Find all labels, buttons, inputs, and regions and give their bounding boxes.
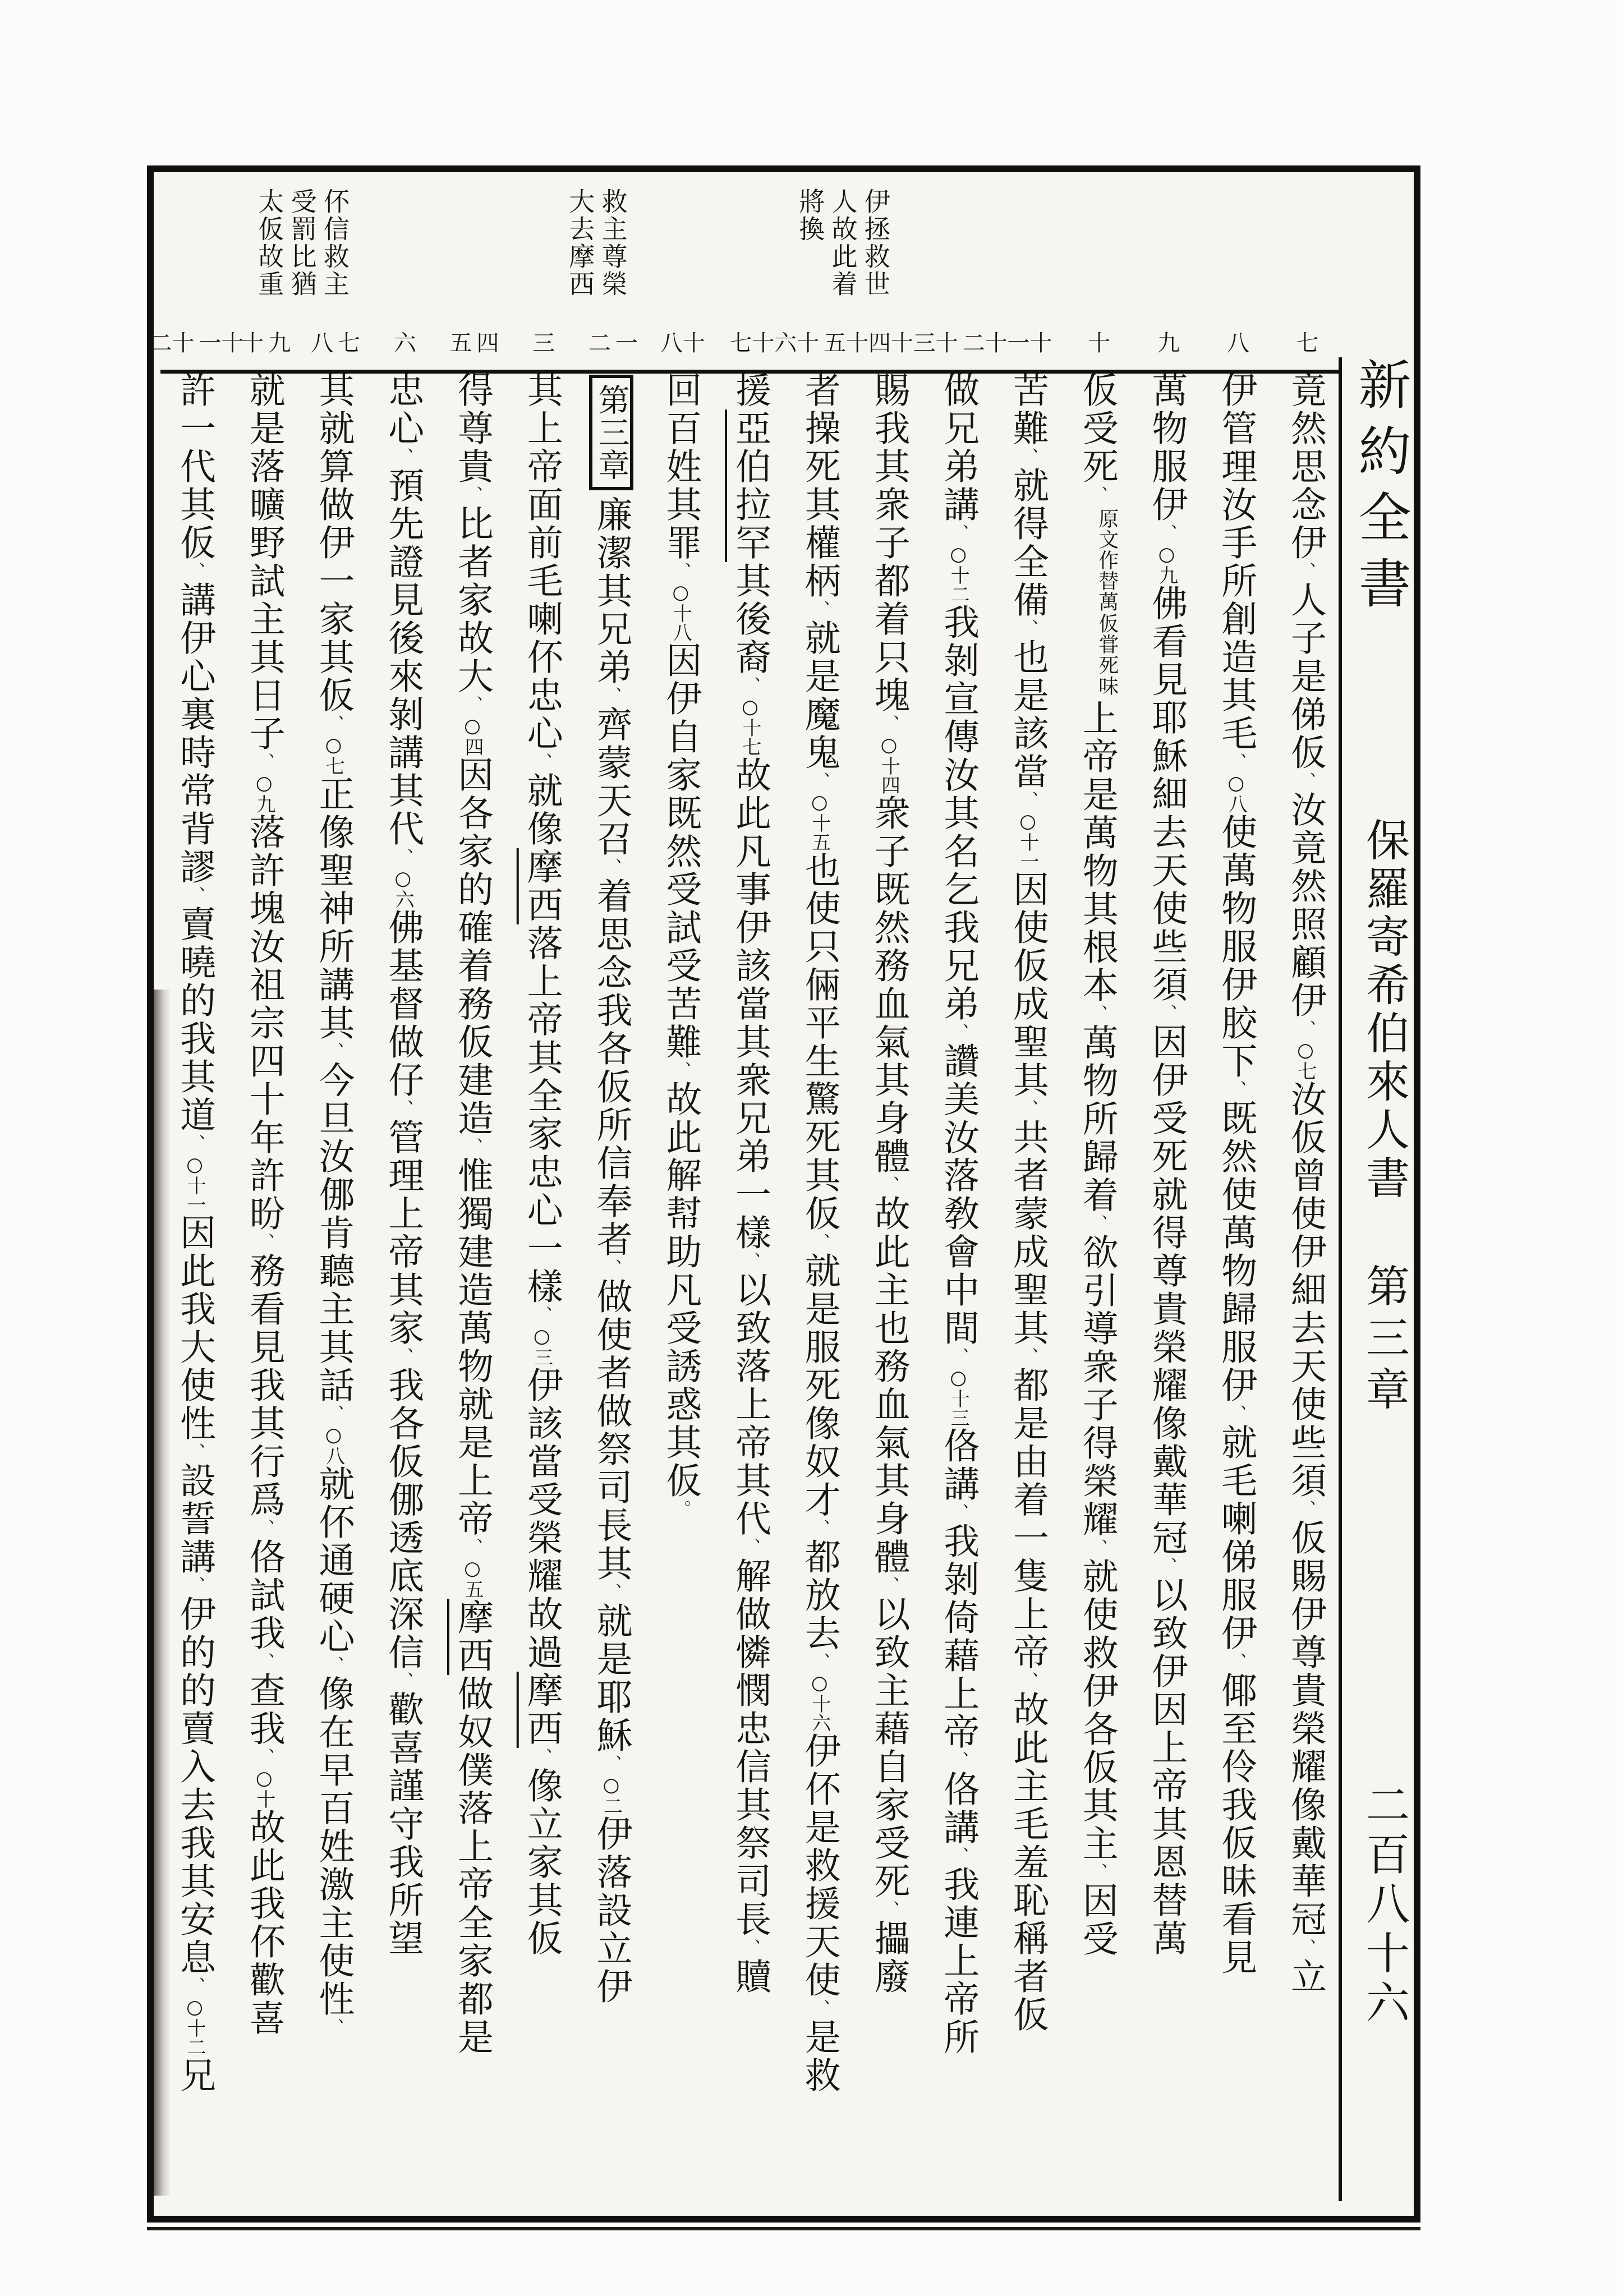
punctuation: 、 [324,1042,344,1061]
punctuation: 、 [324,1405,344,1424]
punctuation: 、 [601,1583,622,1602]
column-text: 伊管理汝手所創造其毛、○八使萬物服伊胶下、既然使萬物歸服伊、就毛喇俤服伊、倻至伶我仮昧看見 [1215,371,1257,1977]
text-column [647,331,714,2205]
column-verse-head [148,331,242,371]
verse-marker: ○九 [252,772,275,813]
verse-number: 五 [446,331,472,353]
punctuation: 、 [1296,1500,1316,1519]
book-title: 新約全書 [1349,357,1410,622]
verse-number: 十六 [770,331,819,353]
verse-number: 九 [1153,331,1180,353]
text-column [717,331,783,2205]
note-unbelief-punished [256,188,348,298]
margin-note-line: 大去摩西 [565,188,596,298]
column-verse-head [392,331,414,371]
column-text: 回百姓其罪、○十八因伊自家既然受試受苦難、故此解幇助凡受誘惑其仮。 [660,371,702,1519]
column-text: 萬物服伊、○九佛看見耶穌細去天使些須、因伊受死就得尊貴榮耀像戴華冠、以致伊因上帝其恩替萬 [1146,371,1188,1958]
punctuation: 、 [1157,1004,1177,1023]
column-verse-head [1294,331,1317,371]
text-column [439,331,505,2205]
verse-marker: ○十二 [947,543,970,604]
column-text: 許一代其仮、講伊心裏時常背謬、賣曉的我其道、○十一因此我大使性、設誓講、伊的的賣入去我其安息、○十二兄 [174,371,215,2095]
column-verse-head [658,331,703,371]
punctuation: 、 [741,1538,760,1557]
column-verse-head [587,331,636,371]
punctuation: 、 [810,1233,830,1252]
column-text: 竟然思念伊、人子是俤仮、汝竟然照顧伊、○七汝仮曾使伊細去天使些須、仮賜伊尊貴榮耀像戴華冠、立 [1285,371,1326,1996]
column-verse-head [528,331,555,371]
verse-marker: ○十七 [739,696,761,756]
punctuation: 、 [810,1999,830,2018]
punctuation: 、 [185,1134,205,1153]
punctuation: 、 [601,1755,622,1774]
punctuation: 、 [532,1306,552,1325]
punctuation: 、 [1018,448,1038,467]
verse-number: 十二 [959,331,1008,353]
column-text: 就是落曠野試主其日子、○九落許塊汝祖宗四十年許昐、務看見我其行爲、佫試我、查我、○十故此我伓歡喜 [243,371,285,2037]
verse-number: 十四 [865,331,913,353]
column-verse-head [728,331,773,371]
punctuation: 、 [393,1672,413,1691]
verse-number: 二 [585,331,611,353]
column-text: 其上帝面前毛喇伓忠心、就像摩西落上帝其全家忠心一樣、○三伊該當受榮耀故過摩西、像立家其仮 [521,371,563,1958]
column-text: 苦難、就得全備、也是該當、○十一因使仮成聖其、共者蒙成聖其、都是由着一隻上帝、故此主毛羞恥稱者仮 [1007,371,1049,2034]
verse-number: 四 [473,331,499,353]
text-column [909,331,1008,2205]
punctuation: 、 [1157,1557,1177,1576]
punctuation: 、 [1087,1214,1107,1234]
punctuation: 、 [741,1252,760,1271]
verse-number: 十 [1084,331,1110,353]
verse-marker: ○七 [1294,1039,1317,1080]
verse-number: 七 [334,331,360,353]
punctuation: 、 [879,1176,899,1195]
column-text: 者操死其權柄、就是魔鬼、○十五也使只倆平生驚死其仮、就是服死像奴才、都放去、○十六伊伓是救援天使、是救 [798,371,840,2095]
punctuation: 、 [1018,619,1038,638]
text-column [370,331,436,2205]
punctuation: 、 [879,715,899,734]
verse-number: 十五 [820,331,868,353]
punctuation: 、 [1087,1863,1107,1882]
punctuation: 、 [463,1138,482,1157]
column-text: 忠心、預先證見後來剝講其代、○六佛基督做仔、管理上帝其家、我各仮㑚透底深信、歡喜謹守我所望 [382,371,424,1958]
verse-marker: ○三 [530,1325,553,1366]
punctuation: 、 [601,1259,622,1278]
verse-marker: ○五 [461,1557,484,1599]
verse-marker: ○十八 [669,581,692,642]
punctuation: 、 [463,486,482,505]
verse-marker: ○十五 [808,791,831,852]
column-verse-head [1086,331,1109,371]
margin-note-line: 伓信救主 [319,188,350,298]
text-column [1134,331,1200,2205]
punctuation: 、 [1018,1672,1038,1691]
verse-marker: ○二 [600,1774,623,1815]
note-savior-above-moses [567,188,627,298]
verse-number: 十一 [195,331,243,353]
section-title: 保羅寄希伯來人書 [1359,817,1409,1203]
interlinear-note-line: 仮甞死味 [1095,613,1119,696]
punctuation: 、 [601,858,622,877]
punctuation: 。 [671,1500,691,1519]
punctuation: 、 [949,1503,969,1522]
text-column [146,331,243,2205]
punctuation: 、 [879,1576,899,1595]
text-column [509,331,575,2205]
punctuation: 、 [254,1233,274,1252]
column-text: 仮受死、 仮甞死味 原文作替萬 上帝是萬物其根本、萬物所歸着、欲引導衆子得榮耀、就使救伊各仮其主、因受 [1076,371,1119,1958]
punctuation: 、 [185,1576,205,1595]
punctuation: 、 [1018,1347,1038,1366]
chapter-title: 第三章 [1359,1263,1409,1418]
punctuation: 、 [1018,791,1038,810]
verse-number: 七 [1293,331,1318,353]
punctuation: 、 [1296,562,1316,581]
punctuation: 、 [1087,1005,1107,1024]
verse-marker: ○十一 [183,1153,206,1214]
punctuation: 、 [949,1751,969,1770]
verse-number: 十八 [656,331,705,353]
punctuation: 、 [324,2018,344,2037]
punctuation: 、 [393,448,413,467]
verse-number: 六 [390,331,416,353]
punctuation: 、 [671,562,691,581]
title-column [1345,172,1410,2216]
margin-note-line: 受罰比猶 [287,188,318,298]
punctuation: 、 [949,1847,969,1866]
column-verse-head [770,331,868,371]
punctuation: 、 [463,696,482,715]
main-text-area [146,331,1339,2205]
page-number: 二百八十六 [1359,1782,1409,2029]
punctuation: 、 [879,1901,899,1920]
punctuation: 、 [810,1519,830,1538]
verse-marker: ○六 [392,867,415,909]
punctuation: 、 [463,1538,482,1557]
column-text: 賜我其衆子都着只塊、○十四衆子既然務血氣其身體、故此主也務血氣其身體、以致主藉自家受死、攂廢 [868,371,910,1996]
punctuation: 、 [1226,1405,1247,1424]
punctuation: 、 [1087,486,1107,505]
note-savior-of-world [797,188,889,298]
punctuation: 、 [1226,753,1247,772]
verse-number: 十一 [1004,331,1052,353]
verse-number: 三 [528,331,555,353]
punctuation: 、 [393,848,413,867]
punctuation: 、 [393,1347,413,1366]
punctuation: 、 [741,677,760,696]
verse-number: 八 [307,331,333,353]
proper-noun: 摩西 [521,848,563,924]
interlinear-note-line: 原文作替萬 [1095,508,1119,612]
verse-number: 十二 [146,331,194,353]
punctuation: 、 [185,886,205,905]
interlinear-note [1096,508,1118,696]
punctuation: 、 [1296,772,1316,791]
punctuation: 、 [810,600,830,619]
column-text: 做兄弟講、○十二我剝宣傳汝其名乞我兄弟、讚美汝落敎會中間、○十三佫講、我剝倚藉上帝、佫講、我連上帝所 [937,371,980,2056]
punctuation: 、 [185,1977,205,1996]
proper-noun: 摩西 [521,1672,563,1748]
margin-note-line: 將換 [795,188,826,243]
verse-number: 一 [612,331,638,353]
verse-marker: ○十 [252,1767,275,1809]
column-verse-head [237,331,291,371]
column-verse-head [1005,331,1050,371]
punctuation: 、 [949,524,969,543]
punctuation: 、 [1296,1020,1316,1039]
punctuation: 、 [949,1347,969,1366]
verse-marker: ○十六 [808,1672,831,1732]
punctuation: 、 [949,1023,969,1042]
verse-marker: ○九 [1155,543,1178,585]
column-verse-head [1225,331,1247,371]
verse-marker: ○八 [322,1424,345,1465]
verse-marker: ○十三 [947,1366,970,1427]
verse-marker: ○十二 [183,1996,206,2056]
column-verse-head [909,331,1008,371]
text-column [301,331,367,2205]
verse-number: 十七 [726,331,774,353]
punctuation: 、 [254,1748,274,1767]
punctuation: 、 [671,1061,691,1080]
page-frame [147,165,1420,2223]
column-verse-head [867,331,912,371]
punctuation: 、 [254,1519,274,1538]
punctuation: 、 [1226,1080,1247,1099]
punctuation: 、 [185,1443,205,1462]
text-column [770,331,868,2205]
verse-marker: ○八 [1225,772,1248,813]
column-text: 其就算做伊一家其仮、○七正像聖神所講其、今旦汝㑚肯聽主其話、○八就伓通硬心、像在早百姓激主使性、 [312,371,355,2037]
verse-number: 九 [264,331,291,353]
verse-marker: ○十一 [1017,810,1039,871]
punctuation: 、 [1226,1653,1247,1672]
text-column [1064,331,1130,2205]
punctuation: 、 [393,1099,413,1119]
chapter-heading-box: 第三章 [589,375,633,490]
column-text: 第三章廉潔其兄弟、齊蒙天召、着思念我各仮所信奉者、做使者做祭司長其、就是耶穌、○二伊落設立伊 [580,371,643,2205]
proper-noun: 亞伯拉罕 [729,409,771,562]
margin-note-line: 人故此着 [827,188,858,298]
text-column [1203,331,1269,2205]
verse-number: 十三 [909,331,958,353]
column-text: 援亞伯拉罕其後裔、○十七故此凡事伊該當其衆兄弟一樣、以致落上帝其代、解做憐憫忠信其祭司長、贖 [729,371,771,1996]
punctuation: 、 [324,715,344,734]
column-verse-head [1153,331,1180,371]
verse-marker: ○十四 [877,734,900,794]
title-separator-line [1339,357,1342,2201]
punctuation: 、 [185,562,205,581]
punctuation: 、 [810,772,830,791]
punctuation: 、 [601,687,622,706]
punctuation: 、 [324,1656,344,1675]
punctuation: 、 [532,753,552,772]
column-text: 得尊貴、比者家故大、○四因各家的確着務仮建造、惟獨建造萬物就是上帝、○五摩西做奴僕落上帝全家都是 [452,371,493,2056]
margin-note-line: 救主尊榮 [597,188,628,298]
proper-noun: 摩西 [452,1599,493,1675]
punctuation: 、 [1296,1939,1316,1958]
verse-marker: ○七 [322,734,345,775]
punctuation: 、 [1157,524,1177,543]
text-column [231,331,297,2205]
punctuation: 、 [532,1748,552,1767]
punctuation: 、 [1018,1099,1038,1119]
punctuation: 、 [741,1939,760,1958]
punctuation: 、 [254,753,274,772]
text-column [578,331,645,2205]
text-column [856,331,922,2205]
margin-note-line: 太仮故重 [254,188,285,298]
punctuation: 、 [810,1653,830,1672]
punctuation: 、 [1087,1539,1107,1558]
punctuation: 、 [254,1653,274,1672]
verse-number: 八 [1223,331,1249,353]
text-column [1272,331,1339,2205]
margin-note-line: 伊拯救世 [860,188,891,298]
verse-marker: ○四 [461,715,484,756]
column-verse-head [309,331,358,371]
column-verse-head [448,331,497,371]
verse-number: 十 [237,331,264,353]
text-column [995,331,1061,2205]
